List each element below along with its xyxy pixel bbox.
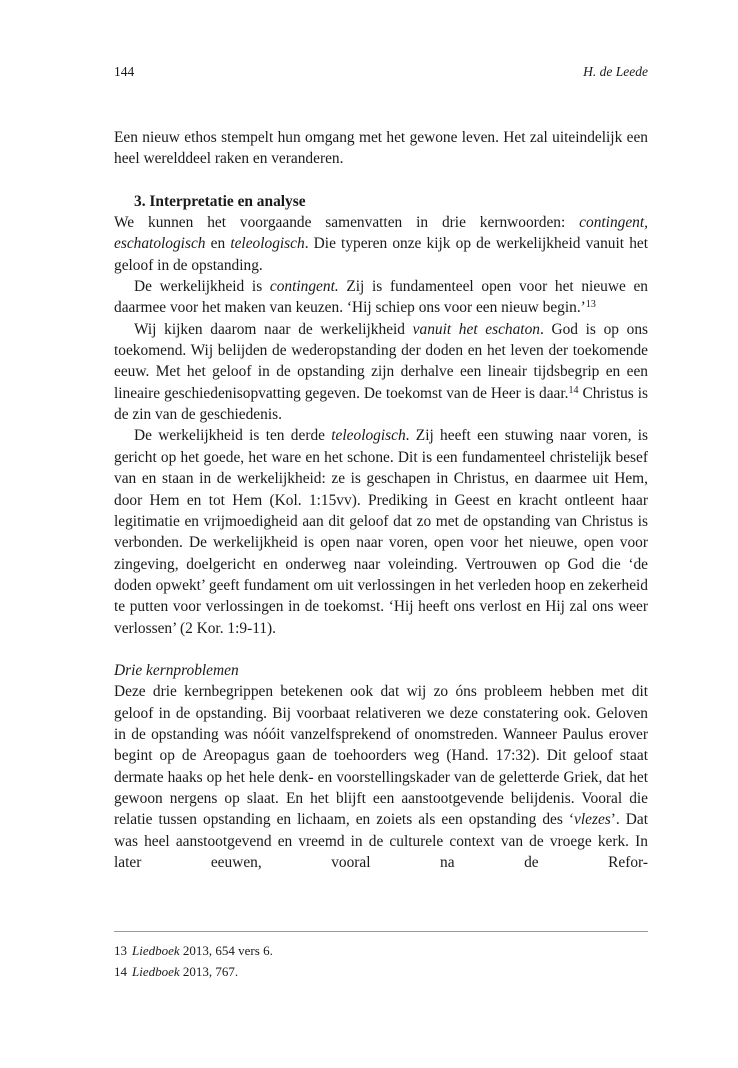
text-run: . Die typeren onze kijk op de werkelijkheid vanuit het geloof in de opstanding. <box>114 235 648 274</box>
emphasis-teleologisch: teleologisch <box>230 235 305 253</box>
paragraph-summary <box>114 212 648 276</box>
footnote-reference[interactable]: 13 <box>585 299 596 311</box>
paragraph-teleologisch <box>114 425 648 638</box>
emphasis-contingent: contingent. <box>269 278 339 296</box>
footnote-divider <box>114 931 648 932</box>
footnote-text: 2013, 654 vers 6. <box>179 943 273 958</box>
text-run: Zij is fundamenteel open voor het nieuwe en daarmee voor het maken van keuzen. ‘Hij schiep ons voor een nieuw begin.’ <box>114 278 649 317</box>
page-number: 144 <box>114 64 135 79</box>
paragraph-contingent <box>114 276 648 319</box>
text-run: We kunnen het voorgaande samenvatten in drie kernwoorden: <box>114 214 580 232</box>
paragraph-eschatologisch <box>114 319 648 426</box>
footnote-13 <box>114 940 648 961</box>
emphasis-eschatologisch: eschatologisch <box>114 235 206 253</box>
emphasis-contingent: contingent, <box>579 214 648 232</box>
text-run: . God is op ons toekomend. Wij belijden de wederopstanding der doden en het leven der toekomende eeuw. Met het geloof in de opstanding zijn derhalve een lineair tijdsbegrip en een lineaire geschiedenisopvatting gegeven. De toekomst van de Heer is daar. <box>114 320 649 402</box>
section-heading: 3. Interpretatie en analyse <box>134 192 306 210</box>
text-run: en <box>205 235 231 253</box>
footnote-reference[interactable]: 14 <box>568 384 579 396</box>
text-run: De werkelijkheid is ten derde <box>134 427 332 445</box>
footnote-source: Liedboek <box>132 964 180 979</box>
page-header <box>114 64 648 84</box>
footnote-14 <box>114 961 648 982</box>
footnote-number: 14 <box>114 964 127 979</box>
subsection-heading: Drie kernproblemen <box>114 661 239 679</box>
emphasis-vanuit-het-eschaton: vanuit het eschaton <box>412 320 540 338</box>
book-page <box>114 0 648 1068</box>
emphasis-vlezes: vlezes <box>574 811 611 829</box>
text-run: . Zij heeft een stuwing naar voren, is gericht op het goede, het ware en het schone. Dit is een fundamenteel christelijk besef van en staan in de werkelijkheid: ze is geschapen in Christus, en daarmee uit Hem, door Hem en tot Hem (Kol. 1:15vv). Prediking in Geest en kracht ontleent haar legitimatie en vrijmoedigheid aan dit geloof dat zo met de opstanding van Christus is verbonden. De werkelijkheid is open naar voren, open voor het nieuwe, open voor zingeving, doelgericht en onderweg naar voleinding. Vertrouwen op God die ‘de doden opwekt’ geeft fundament om uit verlossingen in het verleden hoop en zekerheid te putten voor verlossingen in de toekomst. ‘Hij heeft ons verlost en Hij zal ons weer verlossen’ (2 Kor. 1:9-11). <box>114 427 648 637</box>
text-run: Christus is de zin van de geschiedenis. <box>114 384 649 424</box>
footnote-text: 2013, 767. <box>179 964 239 979</box>
footnotes <box>114 940 648 982</box>
running-head-author: H. de Leede <box>583 64 648 79</box>
footnote-number: 13 <box>114 943 127 958</box>
text-run: Wij kijken daarom naar de werkelijkheid <box>134 320 413 338</box>
emphasis-teleologisch: teleologisch <box>331 427 406 445</box>
text-run: ’. Dat was heel aanstootgevend en vreemd in de culturele context van de vroege kerk. In later eeuwen, vooral na de Refor- <box>114 811 648 871</box>
text-run: De werkelijkheid is <box>134 278 270 296</box>
paragraph-kernproblemen <box>114 681 648 873</box>
footnote-source: Liedboek <box>132 943 180 958</box>
body-text <box>114 127 648 873</box>
text-run: Deze drie kernbegrippen betekenen ook dat wij zo óns probleem hebben met dit geloof in de opstanding. Bij voorbaat relativeren we deze constatering ook. Geloven in de opstanding was nóóit vanzelfsprekend of onomstreden. Wanneer Paulus erover begint op de Areopagus gaan de toehoorders weg (Hand. 17:32). Dit geloof staat dermate haaks op het hele denk- en voorstellingskader van de geletterde Griek, dat het gewoon nergens op slaat. En het blijft een aanstootgevende belijdenis. Vooral die relatie tussen opstanding en lichaam, en zoiets als een opstanding des ‘ <box>114 683 648 829</box>
intro-paragraph: Een nieuw ethos stempelt hun omgang met het gewone leven. Het zal uiteindelijk een heel werelddeel raken en veranderen. <box>114 129 648 168</box>
